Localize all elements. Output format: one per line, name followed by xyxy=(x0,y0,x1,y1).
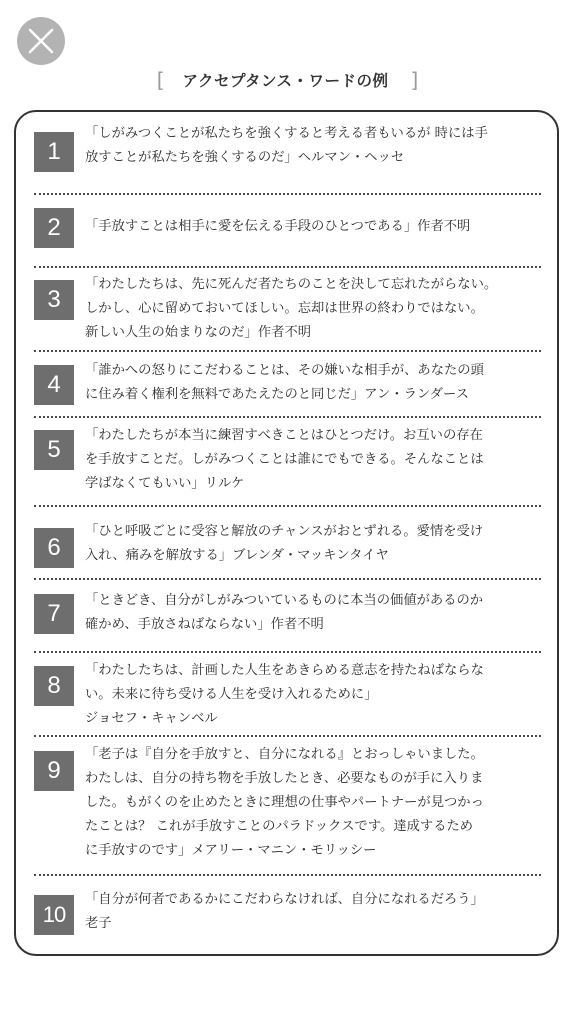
quote-text-1: 「しがみつくことが私たちを強くすると考える者もいるが 時には手 放すことが私たちを強くするのだ」ヘルマン・ヘッセ xyxy=(85,126,488,165)
entry-number-3: 3 xyxy=(34,280,74,320)
entry-number-2: 2 xyxy=(34,208,74,248)
entry-number-4: 4 xyxy=(34,365,74,405)
divider xyxy=(34,735,541,737)
quote-text-7: 「ときどき、自分がしがみついているものに本当の価値があるのか 確かめ、手放さねばならない」作者不明 xyxy=(85,593,484,632)
divider xyxy=(34,505,541,507)
title-bracket-left: [ xyxy=(156,68,165,92)
divider xyxy=(34,651,541,653)
divider xyxy=(34,193,541,195)
entry-number-10: 10 xyxy=(34,895,74,935)
entry-number-9: 9 xyxy=(34,751,74,791)
quote-text-2: 「手放すことは相手に愛を伝える手段のひとつである」作者不明 xyxy=(85,219,471,234)
title-text: アクセプタンス・ワードの例 xyxy=(182,72,389,90)
title-bracket-right: ] xyxy=(410,68,419,92)
entry-number-6: 6 xyxy=(34,528,74,568)
entry-number-5: 5 xyxy=(34,430,74,470)
quote-text-3: 「わたしたちは、先に死んだ者たちのことを決して忘れたがらない。 しかし、心に留めておいてほしい。忘却は世界の終わりではない。 新しい人生の始まりなのだ」作者不明 xyxy=(85,277,498,340)
quote-text-4: 「誰かへの怒りにこだわることは、その嫌いな相手が、あなたの頭 に住み着く権利を無料であたえたのと同じだ」アン・ランダース xyxy=(85,363,484,402)
entry-number-1: 1 xyxy=(34,132,74,172)
quote-text-9: 「老子は『自分を手放すと、自分になれる』とおっしゃいました。 わたしは、自分の持ち物を手放したとき、必要なものが手に入りま した。もがくのを止めたときに理想の仕事やパートナーが見つかっ たことは？ これが手放すことのパラドックスです。達成するため に手放すのです」メアリー・マニン・モリッシー xyxy=(85,747,484,858)
divider xyxy=(34,416,541,418)
divider xyxy=(34,266,541,268)
quote-text-5: 「わたしたちが本当に練習すべきことはひとつだけ。お互いの存在 を手放すことだ。しがみつくことは誰にでもできる。そんなことは 学ばなくてもいい」リルケ xyxy=(85,428,484,491)
page-title xyxy=(0,64,575,96)
close-button[interactable] xyxy=(17,17,65,65)
quote-text-8: 「わたしたちは、計画した人生をあきらめる意志を持たねばならな い。未来に待ち受ける人生を受け入れるために」 ジョセフ・キャンベル xyxy=(85,663,484,726)
divider xyxy=(34,578,541,580)
quote-text-6: 「ひと呼吸ごとに受容と解放のチャンスがおとずれる。愛情を受け 入れ、痛みを解放する」ブレンダ・マッキンタイヤ xyxy=(85,524,484,563)
close-icon xyxy=(27,27,55,55)
entry-number-7: 7 xyxy=(34,594,74,634)
entry-number-8: 8 xyxy=(34,666,74,706)
divider xyxy=(34,874,541,876)
divider xyxy=(34,350,541,352)
quote-text-10: 「自分が何者であるかにこだわらなければ、自分になれるだろう」 老子 xyxy=(85,892,484,931)
